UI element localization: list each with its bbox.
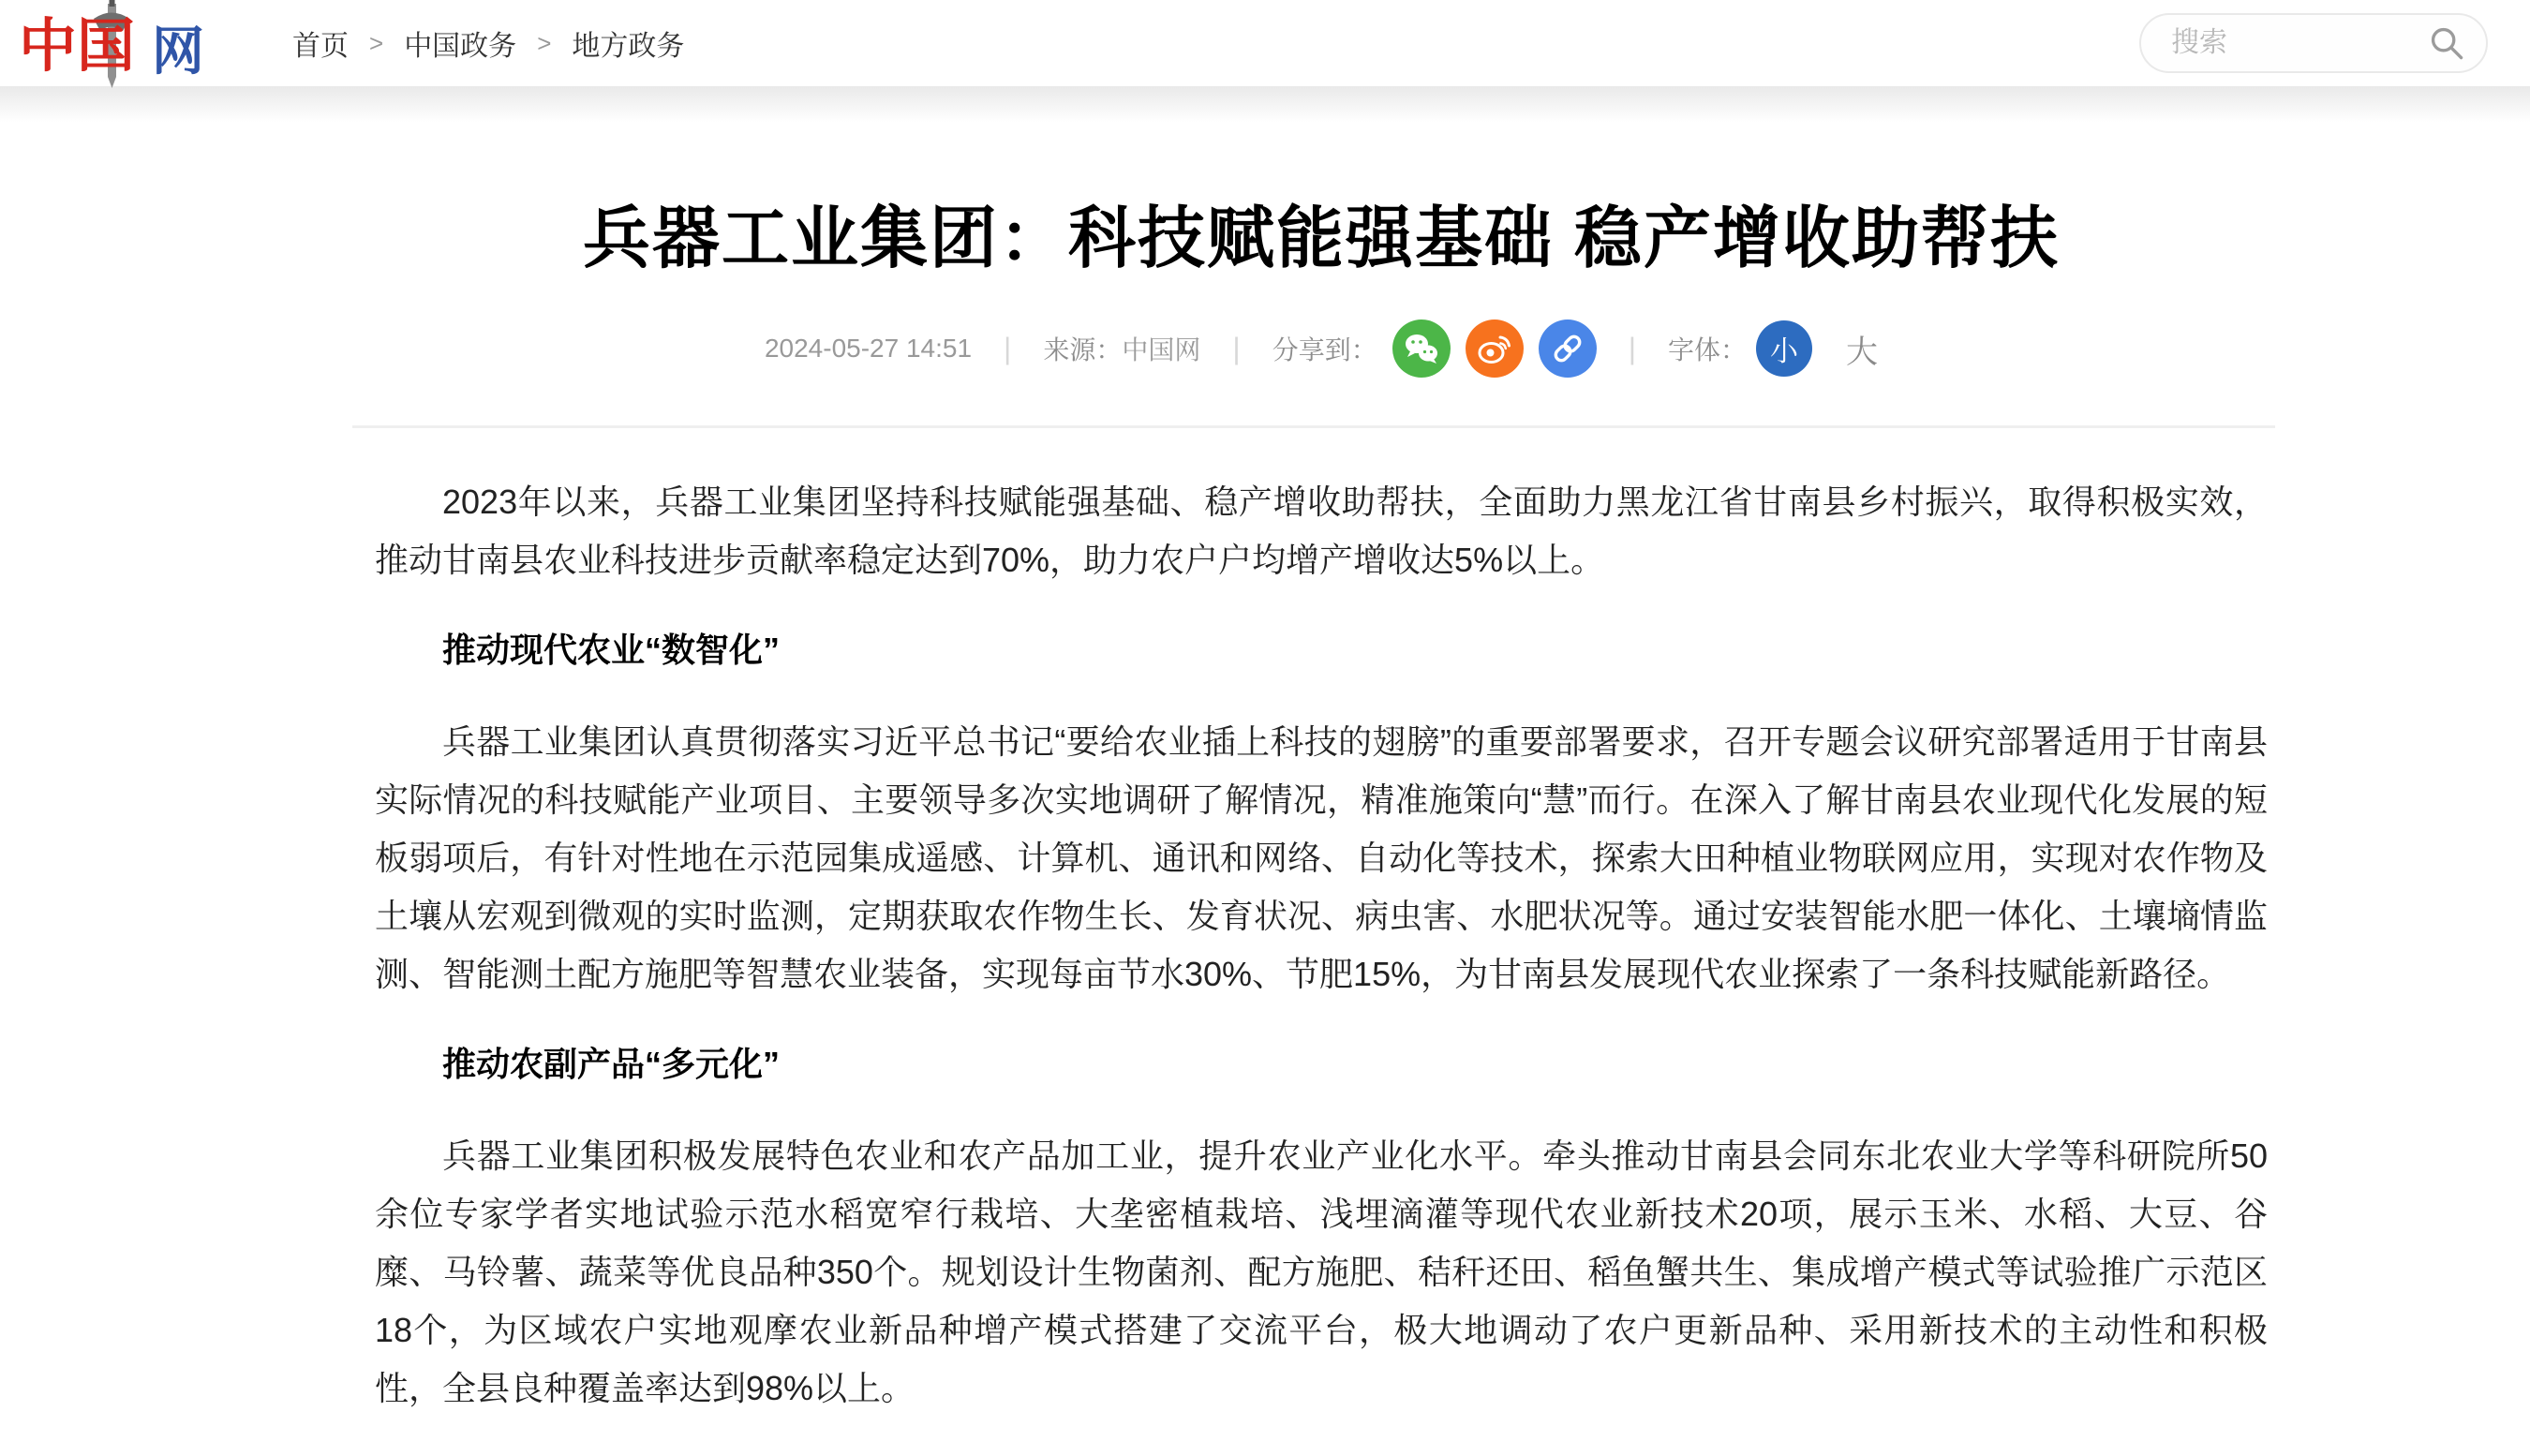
meta-separator: | — [1628, 331, 1637, 365]
weibo-share-button[interactable] — [1466, 319, 1524, 378]
breadcrumb-home[interactable]: 首页 — [292, 31, 349, 62]
meta-separator: | — [1232, 331, 1241, 365]
source — [1043, 330, 1200, 367]
logo-text-cn: 中国 — [19, 14, 136, 79]
font-small-button[interactable]: 小 — [1756, 320, 1812, 377]
publish-date: 2024-05-27 14:51 — [764, 334, 973, 363]
link-icon — [1549, 330, 1586, 367]
source-label: 来源： — [1043, 335, 1123, 364]
wechat-share-button[interactable] — [1392, 319, 1451, 378]
search-icon — [2428, 24, 2465, 62]
weibo-icon — [1476, 330, 1513, 367]
article — [375, 131, 2268, 1418]
site-logo[interactable] — [13, 0, 247, 88]
site-header — [0, 0, 2530, 86]
search-box — [2139, 13, 2488, 73]
wechat-icon — [1403, 330, 1440, 367]
breadcrumb-separator: > — [537, 28, 552, 57]
copylink-share-button[interactable] — [1539, 319, 1597, 378]
article-meta-row — [375, 319, 2268, 379]
font-size-label: 字体： — [1668, 335, 1748, 364]
article-paragraph: 兵器工业集团认真贯彻落实习近平总书记“要给农业插上科技的翅膀”的重要部署要求，召开专题会议研究部署适用于甘南县实际情况的科技赋能产业项目、主要领导多次实地调研了解情况，精准施策向“慧”而行。在深入了解甘南县农业现代化发展的短板弱项后，有针对性地在示范园集成遥感、计算机、通讯和网络、自动化等技术，探索大田种植业物联网应用，实现对农作物及土壤从宏观到微观的实时监测，定期获取农作物生长、发育状况、病虫害、水肥状况等。通过安装智能水肥一体化、土壤墒情监测、智能测土配方施肥等智慧农业装备，实现每亩节水30%、节肥15%，为甘南县发展现代农业探索了一条科技赋能新路径。 — [375, 722, 2268, 993]
article-paragraph: 兵器工业集团积极发展特色农业和农产品加工业，提升农业产业化水平。牵头推动甘南县会同东北农业大学等科研院所50余位专家学者实地试验示范水稻宽窄行栽培、大垄密植栽培、浅埋滴灌等现代农业新技术20项，展示玉米、水稻、大豆、谷糜、马铃薯、蔬菜等优良品种350个。规划设计生物菌剂、配方施肥、秸秆还田、稻鱼蟹共生、集成增产模式等试验推广示范区18个，为区域农户实地观摩农业新品种增产模式搭建了交流平台，极大地调动了农户更新品种、采用新技术的主动性和积极性，全县良种覆盖率达到98%以上。 — [375, 1137, 2268, 1407]
logo-text-net: 网 — [152, 22, 204, 81]
breadcrumb — [292, 22, 684, 64]
font-size-group — [1668, 320, 1878, 377]
site-logo-graphic — [13, 0, 247, 88]
breadcrumb-china-gov[interactable]: 中国政务 — [404, 31, 517, 62]
article-body — [375, 473, 2268, 1418]
share-group — [1272, 319, 1597, 378]
article-title: 兵器工业集团：科技赋能强基础 稳产增收助帮扶 — [582, 201, 2060, 276]
search-button[interactable] — [2426, 22, 2467, 64]
breadcrumb-local-gov[interactable]: 地方政务 — [572, 31, 685, 62]
meta-separator: | — [1004, 331, 1012, 365]
source-value: 中国网 — [1122, 335, 1201, 364]
breadcrumb-separator: > — [369, 28, 384, 57]
article-paragraph: 2023年以来，兵器工业集团坚持科技赋能强基础、稳产增收助帮扶，全面助力黑龙江省甘南县乡村振兴，取得积极实效，推动甘南县农业科技进步贡献率稳定达到70%，助力农户户均增产增收达5%以上。 — [375, 483, 2268, 579]
article-divider — [352, 425, 2275, 428]
font-large-button[interactable]: 大 — [1846, 334, 1879, 370]
share-label: 分享到： — [1272, 335, 1377, 364]
search-input[interactable] — [2169, 26, 2426, 60]
header-shadow — [0, 86, 2530, 131]
section-heading: 推动农副产品“多元化” — [442, 1045, 781, 1083]
section-heading: 推动现代农业“数智化” — [442, 631, 781, 669]
